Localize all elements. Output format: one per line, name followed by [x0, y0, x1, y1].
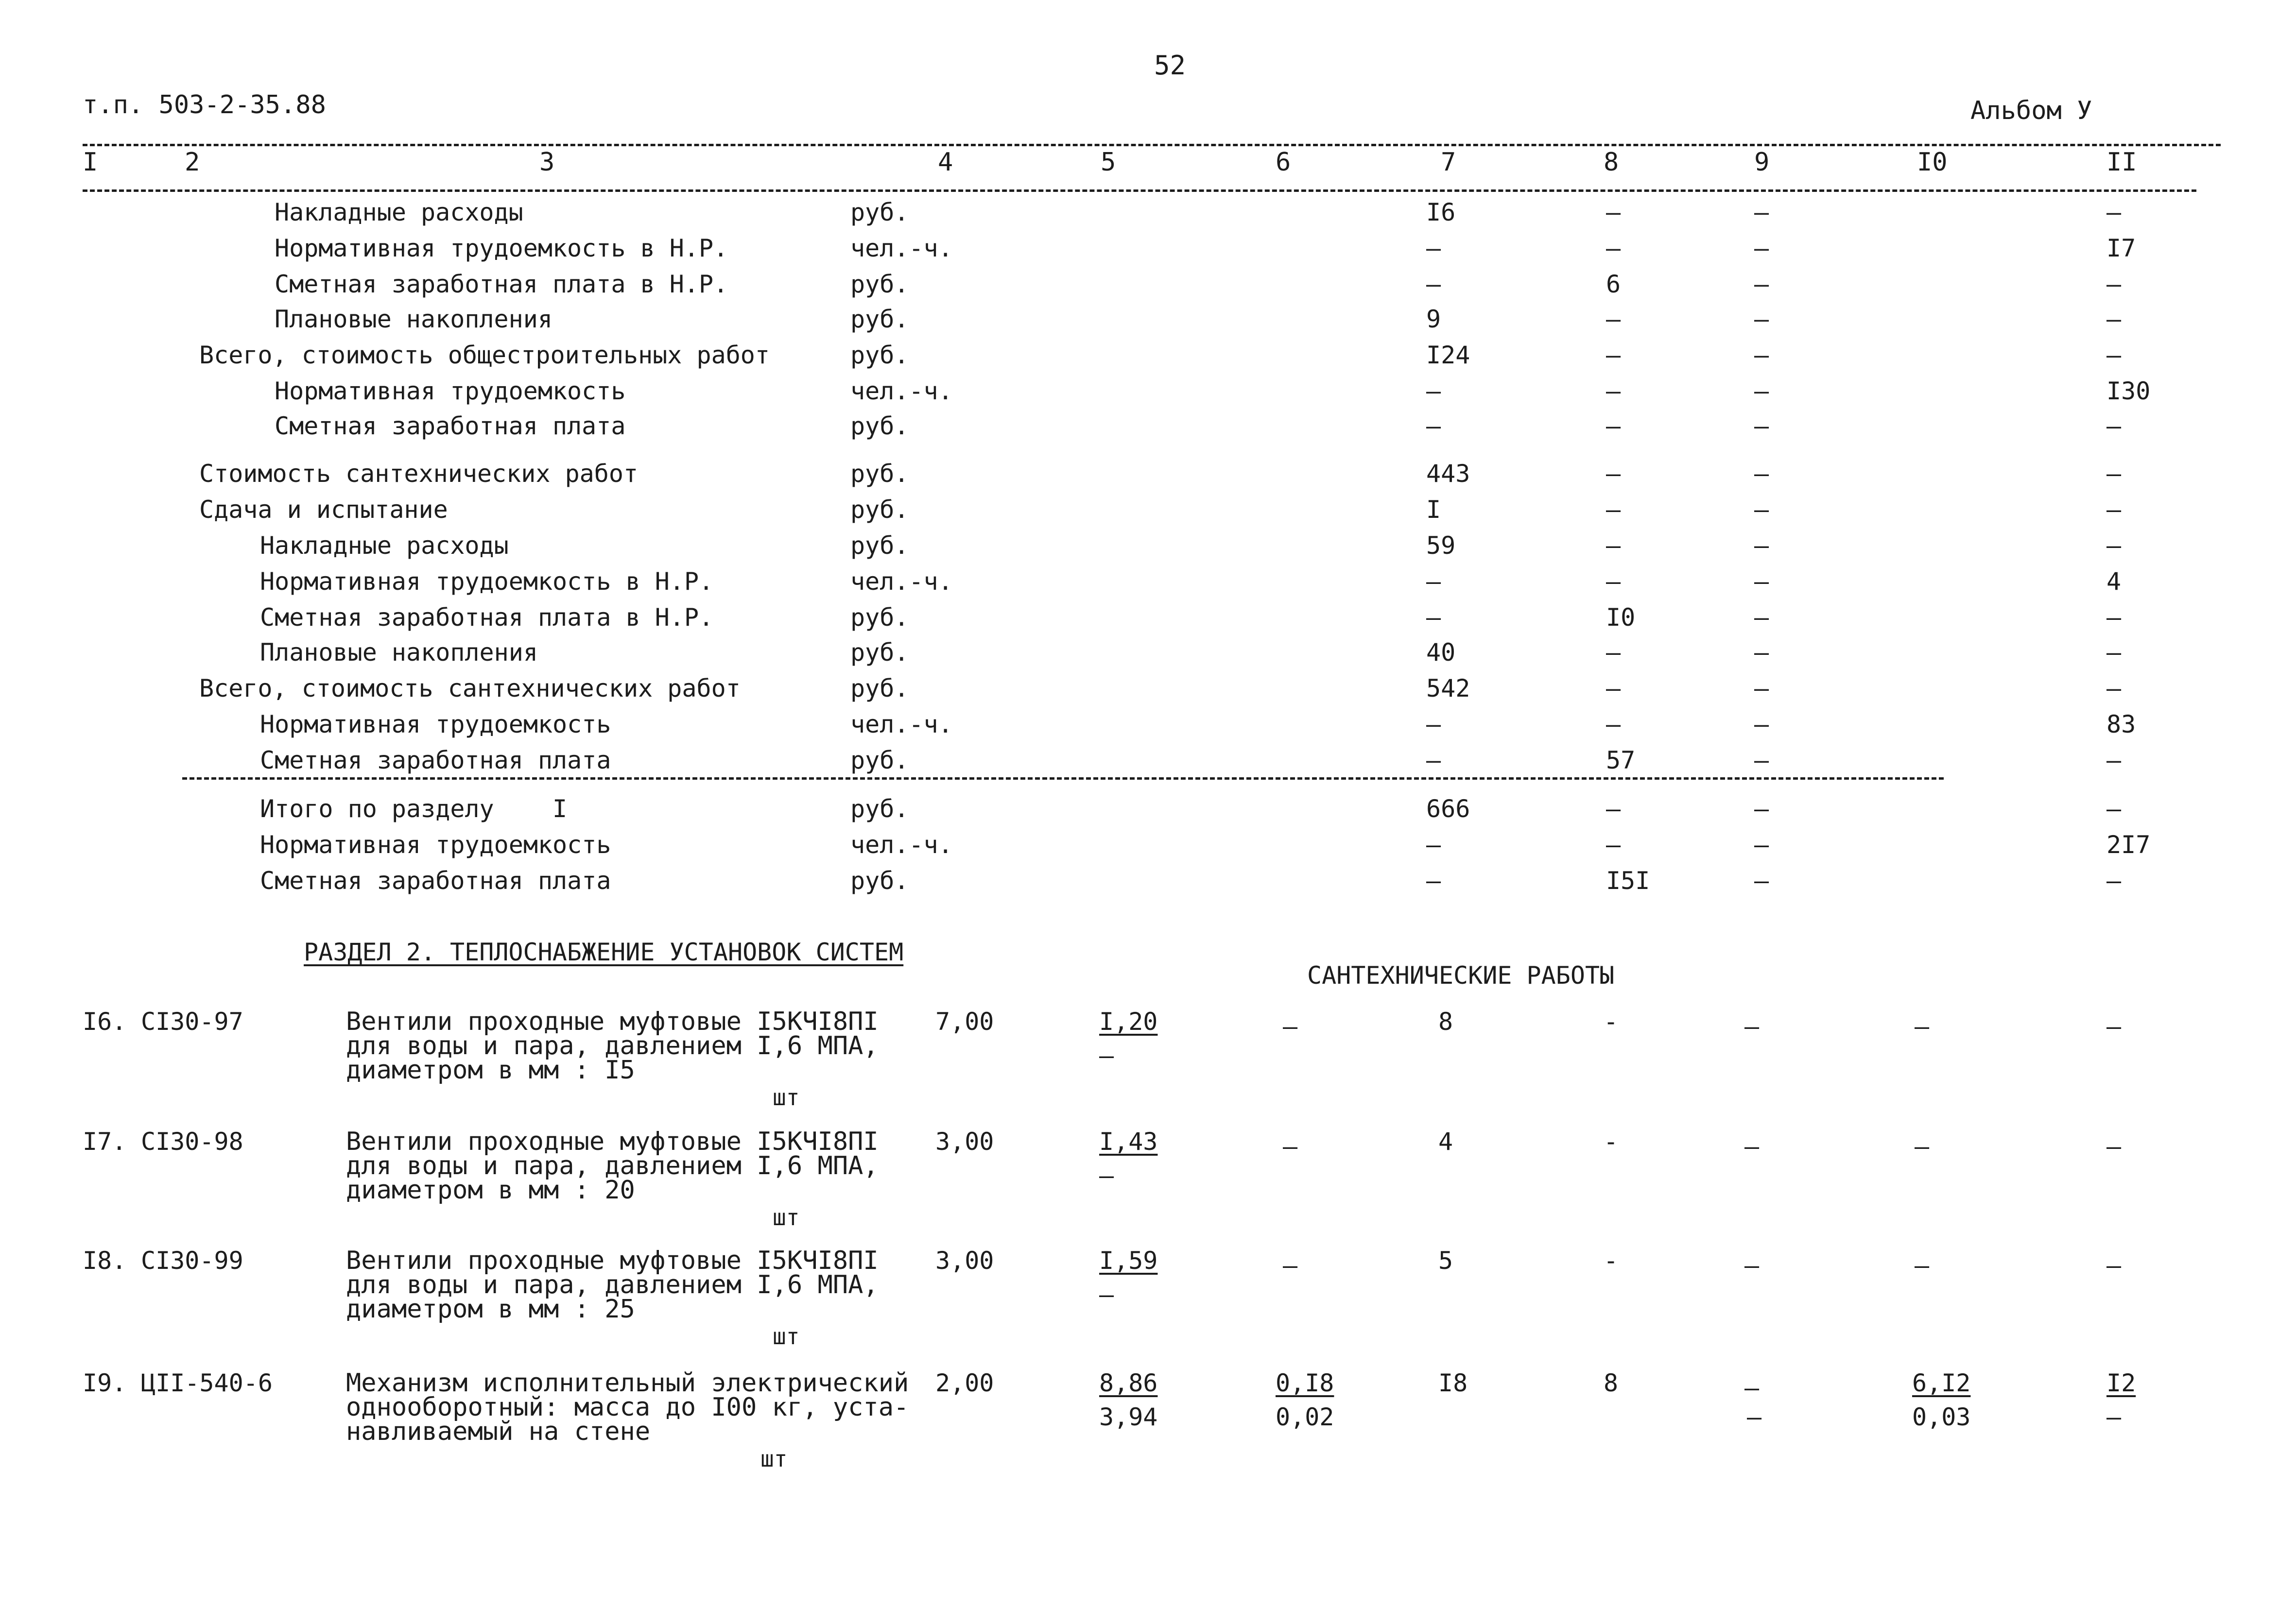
- summary-unit: чел.-ч.: [850, 377, 953, 405]
- summary-col7: I6: [1426, 198, 1456, 226]
- summary-col11: –: [2106, 795, 2122, 823]
- summary-label: Сметная заработная плата: [275, 412, 626, 440]
- summary-col9: –: [1754, 270, 1769, 298]
- summary-unit: руб.: [850, 638, 909, 667]
- item-col6-second: 0,02: [1276, 1403, 1334, 1431]
- summary-unit: руб.: [850, 460, 909, 488]
- column-number: 6: [1276, 148, 1291, 177]
- summary-unit: руб.: [850, 412, 909, 440]
- summary-col7: –: [1426, 746, 1441, 774]
- summary-col11: 2I7: [2106, 831, 2151, 859]
- item-col5-second: –: [1099, 1042, 1114, 1070]
- summary-label: Сдача и испытание: [199, 496, 448, 524]
- summary-col9: –: [1754, 746, 1769, 774]
- item-number: I6.: [83, 1008, 127, 1036]
- column-number: 3: [539, 148, 555, 177]
- summary-col8: –: [1606, 234, 1621, 262]
- summary-col11: 83: [2106, 710, 2136, 738]
- summary-col8: –: [1606, 831, 1621, 859]
- item-col10: 6,I2: [1912, 1369, 1971, 1397]
- summary-col7: –: [1426, 603, 1441, 632]
- item-description-line2: для воды и пара, давлением I,6 МПА,: [346, 1270, 879, 1299]
- summary-col7: 542: [1426, 674, 1470, 702]
- summary-col11: –: [2106, 305, 2122, 333]
- item-description-line2: для воды и пара, давлением I,6 МПА,: [346, 1151, 879, 1180]
- page-number: 52: [1154, 50, 1186, 81]
- summary-col9: –: [1754, 795, 1769, 823]
- summary-col8: –: [1606, 460, 1621, 488]
- summary-unit: руб.: [850, 305, 909, 333]
- column-number: 8: [1604, 148, 1619, 177]
- summary-col11: –: [2106, 746, 2122, 774]
- summary-col8: –: [1606, 638, 1621, 667]
- item-col9: –: [1744, 1374, 1760, 1402]
- summary-label: Плановые накопления: [275, 305, 552, 333]
- summary-col8: –: [1606, 412, 1621, 440]
- summary-col8: 6: [1606, 270, 1621, 298]
- section-title: РАЗДЕЛ 2. ТЕПЛОСНАБЖЕНИЕ УСТАНОВОК СИСТЕМ: [304, 938, 904, 966]
- column-number: 5: [1101, 148, 1116, 177]
- summary-label: Сметная заработная плата в Н.Р.: [260, 603, 714, 632]
- header-rule-top: [83, 144, 2221, 146]
- item-code: ЦII-540-6: [141, 1369, 273, 1397]
- summary-unit: руб.: [850, 198, 909, 226]
- item-number: I8.: [83, 1247, 127, 1275]
- summary-col7: –: [1426, 234, 1441, 262]
- summary-col8: –: [1606, 198, 1621, 226]
- summary-col9: –: [1754, 831, 1769, 859]
- summary-col8: –: [1606, 567, 1621, 596]
- summary-label: Нормативная трудоемкость: [275, 377, 626, 405]
- summary-col11: –: [2106, 198, 2122, 226]
- item-col6: –: [1283, 1132, 1298, 1161]
- summary-col7: 666: [1426, 795, 1470, 823]
- summary-col9: –: [1754, 867, 1769, 895]
- item-quantity: 7,00: [935, 1008, 994, 1036]
- summary-unit: руб.: [850, 270, 909, 298]
- summary-unit: руб.: [850, 867, 909, 895]
- item-number: I7.: [83, 1128, 127, 1156]
- item-col9: –: [1744, 1132, 1760, 1161]
- summary-unit: руб.: [850, 746, 909, 774]
- summary-col9: –: [1754, 710, 1769, 738]
- summary-col8: 57: [1606, 746, 1636, 774]
- summary-label: Сметная заработная плата в Н.Р.: [275, 270, 728, 298]
- summary-col7: –: [1426, 710, 1441, 738]
- summary-label: Плановые накопления: [260, 638, 538, 667]
- item-col8: -: [1604, 1008, 1619, 1036]
- summary-unit: руб.: [850, 341, 909, 369]
- doc-code: т.п. 503-2-35.88: [83, 90, 326, 120]
- summary-label: Всего, стоимость общестроительных работ: [199, 341, 770, 369]
- summary-col8: I5I: [1606, 867, 1650, 895]
- item-col5-second: 3,94: [1099, 1403, 1158, 1431]
- item-col11: –: [2106, 1251, 2122, 1280]
- summary-label: Стоимость сантехнических работ: [199, 460, 639, 488]
- summary-unit: чел.-ч.: [850, 567, 953, 596]
- summary-unit: чел.-ч.: [850, 234, 953, 262]
- item-unit: шт: [773, 1204, 800, 1231]
- summary-col11: –: [2106, 603, 2122, 632]
- item-col5: 8,86: [1099, 1369, 1158, 1397]
- summary-col11: –: [2106, 638, 2122, 667]
- summary-col8: –: [1606, 341, 1621, 369]
- summary-col9: –: [1754, 531, 1769, 560]
- summary-col11: I30: [2106, 377, 2151, 405]
- summary-label: Нормативная трудоемкость: [260, 710, 611, 738]
- column-number: 4: [938, 148, 953, 177]
- item-col5-second: –: [1099, 1162, 1114, 1190]
- item-col9: –: [1744, 1012, 1760, 1041]
- summary-label: Нормативная трудоемкость в Н.Р.: [260, 567, 714, 596]
- summary-col9: –: [1754, 305, 1769, 333]
- item-number: I9.: [83, 1369, 127, 1397]
- column-number: II: [2106, 148, 2137, 177]
- item-col8: 8: [1604, 1369, 1619, 1397]
- summary-col8: I0: [1606, 603, 1636, 632]
- item-col11: –: [2106, 1132, 2122, 1161]
- summary-col7: I: [1426, 496, 1441, 524]
- summary-label: Нормативная трудоемкость в Н.Р.: [275, 234, 728, 262]
- section-subtitle: САНТЕХНИЧЕСКИЕ РАБОТЫ: [1307, 961, 1615, 990]
- item-col7: I8: [1438, 1369, 1468, 1397]
- item-col6: –: [1283, 1251, 1298, 1280]
- column-number: 2: [185, 148, 200, 177]
- item-description-line1: Вентили проходные муфтовые I5КЧI8ПI: [346, 1246, 879, 1275]
- summary-unit: руб.: [850, 496, 909, 524]
- summary-col11: –: [2106, 867, 2122, 895]
- item-col5: I,59: [1099, 1247, 1158, 1275]
- item-col9-second: –: [1747, 1403, 1762, 1431]
- summary-col9: –: [1754, 234, 1769, 262]
- item-col11-second: –: [2106, 1403, 2122, 1431]
- item-description-line2: для воды и пара, давлением I,6 МПА,: [346, 1031, 879, 1060]
- summary-col7: –: [1426, 377, 1441, 405]
- summary-col11: –: [2106, 412, 2122, 440]
- summary-label: Итого по разделу I: [260, 795, 568, 823]
- summary-col7: –: [1426, 412, 1441, 440]
- summary-col7: –: [1426, 867, 1441, 895]
- summary-unit: руб.: [850, 795, 909, 823]
- summary-col8: –: [1606, 795, 1621, 823]
- summary-col7: –: [1426, 567, 1441, 596]
- summary-col9: –: [1754, 674, 1769, 702]
- item-description-line3: диаметром в мм : 20: [346, 1176, 635, 1205]
- item-unit: шт: [773, 1084, 800, 1111]
- item-code: СI30-99: [141, 1247, 243, 1275]
- item-col8: -: [1604, 1247, 1619, 1275]
- summary-unit: чел.-ч.: [850, 710, 953, 738]
- summary-col8: –: [1606, 710, 1621, 738]
- summary-col11: 4: [2106, 567, 2122, 596]
- item-col7: 8: [1438, 1008, 1453, 1036]
- item-description-line3: диаметром в мм : I5: [346, 1056, 635, 1085]
- item-quantity: 3,00: [935, 1247, 994, 1275]
- album-label: Альбом У: [1970, 96, 2092, 125]
- item-description-line1: Вентили проходные муфтовые I5КЧI8ПI: [346, 1127, 879, 1156]
- item-col7: 4: [1438, 1128, 1453, 1156]
- item-description-line1: Механизм исполнительный электрический: [346, 1368, 909, 1398]
- item-col10: –: [1915, 1012, 1930, 1041]
- item-col11: –: [2106, 1012, 2122, 1041]
- header-rule-bottom: [83, 189, 2196, 192]
- summary-col9: –: [1754, 198, 1769, 226]
- item-code: СI30-97: [141, 1008, 243, 1036]
- item-col6: —: [1283, 1012, 1298, 1041]
- summary-col7: 40: [1426, 638, 1456, 667]
- summary-col11: –: [2106, 674, 2122, 702]
- item-code: СI30-98: [141, 1128, 243, 1156]
- column-number: 9: [1754, 148, 1770, 177]
- summary-col11: –: [2106, 460, 2122, 488]
- summary-col8: –: [1606, 674, 1621, 702]
- summary-col9: –: [1754, 638, 1769, 667]
- column-number: 7: [1441, 148, 1456, 177]
- item-col10: –: [1915, 1251, 1930, 1280]
- summary-label: Сметная заработная плата: [260, 867, 611, 895]
- column-number: I: [83, 148, 98, 177]
- summary-col9: –: [1754, 567, 1769, 596]
- item-description-line3: навливаемый на стене: [346, 1417, 651, 1446]
- item-quantity: 3,00: [935, 1128, 994, 1156]
- summary-col11: –: [2106, 341, 2122, 369]
- item-col8: -: [1604, 1128, 1619, 1156]
- summary-col11: –: [2106, 496, 2122, 524]
- summary-col7: 443: [1426, 460, 1470, 488]
- summary-col8: –: [1606, 377, 1621, 405]
- item-unit: шт: [760, 1446, 788, 1472]
- summary-col9: –: [1754, 377, 1769, 405]
- item-description-line1: Вентили проходные муфтовые I5КЧI8ПI: [346, 1007, 879, 1036]
- summary-col8: –: [1606, 305, 1621, 333]
- summary-label: Накладные расходы: [260, 531, 509, 560]
- summary-col11: –: [2106, 270, 2122, 298]
- summary-label: Накладные расходы: [275, 198, 523, 226]
- summary-unit: руб.: [850, 674, 909, 702]
- item-unit: шт: [773, 1323, 800, 1350]
- item-quantity: 2,00: [935, 1369, 994, 1397]
- summary-label: Нормативная трудоемкость: [260, 831, 611, 859]
- column-number: I0: [1917, 148, 1948, 177]
- item-col6: 0,I8: [1276, 1369, 1334, 1397]
- summary-col7: I24: [1426, 341, 1470, 369]
- summary-col8: –: [1606, 496, 1621, 524]
- summary-unit: чел.-ч.: [850, 831, 953, 859]
- summary-col8: –: [1606, 531, 1621, 560]
- item-col9: –: [1744, 1251, 1760, 1280]
- summary-col9: –: [1754, 412, 1769, 440]
- summary-col9: –: [1754, 603, 1769, 632]
- summary-col7: 59: [1426, 531, 1456, 560]
- summary-col11: –: [2106, 531, 2122, 560]
- summary-col9: –: [1754, 341, 1769, 369]
- item-col7: 5: [1438, 1247, 1453, 1275]
- item-col5: I,20: [1099, 1008, 1158, 1036]
- summary-col11: I7: [2106, 234, 2136, 262]
- summary-col9: –: [1754, 460, 1769, 488]
- summary-unit: руб.: [850, 603, 909, 632]
- item-col5-second: –: [1099, 1281, 1114, 1309]
- summary-col7: –: [1426, 831, 1441, 859]
- summary-col7: 9: [1426, 305, 1441, 333]
- summary-col9: –: [1754, 496, 1769, 524]
- item-description-line2: однооборотный: масса до I00 кг, уста-: [346, 1393, 909, 1422]
- item-col5: I,43: [1099, 1128, 1158, 1156]
- item-col10-second: 0,03: [1912, 1403, 1971, 1431]
- summary-separator: [182, 777, 1944, 780]
- summary-col7: –: [1426, 270, 1441, 298]
- summary-unit: руб.: [850, 531, 909, 560]
- item-col11: I2: [2106, 1369, 2136, 1397]
- item-description-line3: диаметром в мм : 25: [346, 1295, 635, 1324]
- item-col10: –: [1915, 1132, 1930, 1161]
- summary-label: Сметная заработная плата: [260, 746, 611, 774]
- summary-label: Всего, стоимость сантехнических работ: [199, 674, 741, 702]
